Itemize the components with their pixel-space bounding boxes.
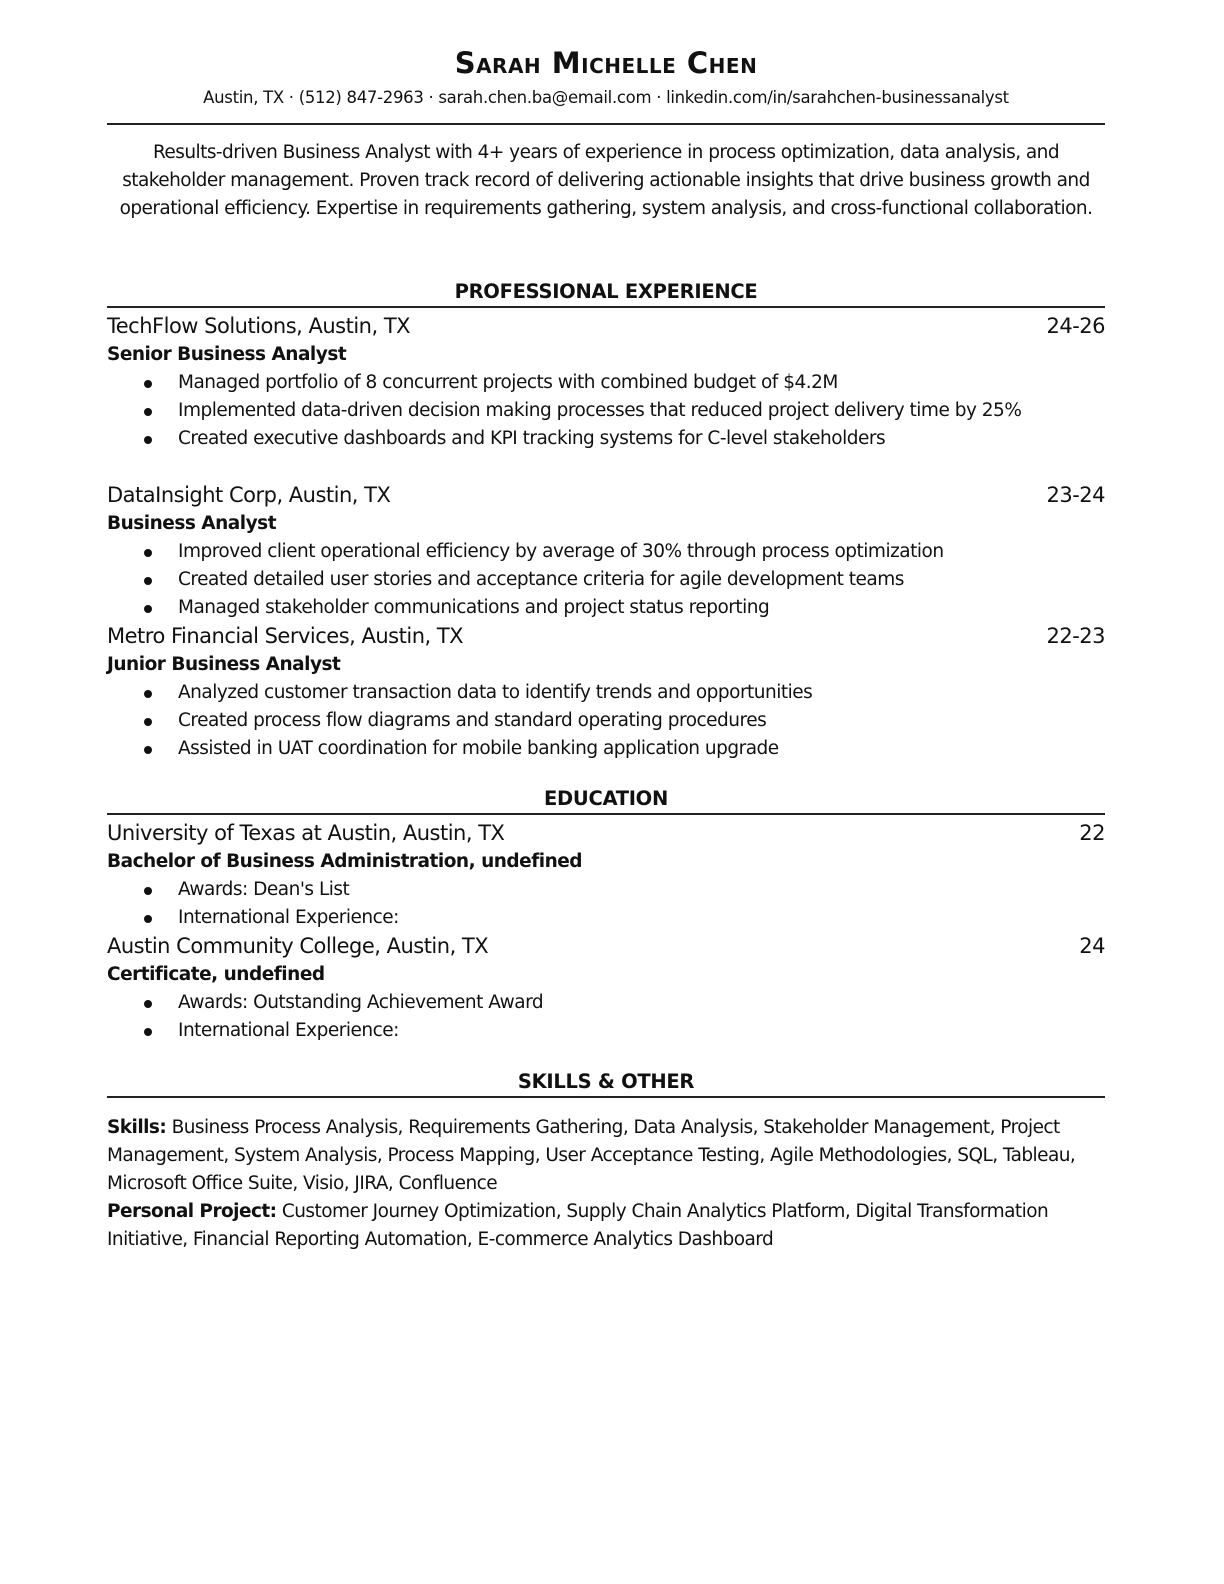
bullet-icon: [144, 549, 152, 557]
list-item: [107, 904, 1105, 932]
bullet-icon: [144, 1028, 152, 1036]
bullet-icon: [144, 380, 152, 388]
bullet-icon: [144, 577, 152, 585]
bullet-icon: [144, 436, 152, 444]
bullet-text: Implemented data-driven decision making processes that reduced project delivery time by 25%: [178, 400, 1022, 421]
section-divider-education: [107, 813, 1105, 815]
bullet-text: Created process flow diagrams and standard operating procedures: [178, 710, 767, 731]
education-entry-header: [107, 819, 1105, 847]
experience-entry-header: [107, 481, 1105, 509]
skills-list: Business Process Analysis, Requirements Gathering, Data Analysis, Stakeholder Management, Project Management, System Analysis, Process Mapping, User Acceptance Testing, Agile Methodologies, SQL, Tableau, Microsoft Office Suite, Visio, JIRA, Confluence: [107, 1117, 1076, 1194]
experience-bullets: [107, 538, 1105, 622]
section-title-skills: SKILLS & OTHER: [517, 1070, 695, 1093]
graduation-year: 22: [1079, 821, 1105, 845]
list-item: [107, 989, 1105, 1017]
bullet-icon: [144, 408, 152, 416]
list-item: [107, 735, 1105, 763]
experience-entry-header: [107, 622, 1105, 650]
section-divider-skills: [107, 1096, 1105, 1098]
list-item: [107, 679, 1105, 707]
experience-bullets: [107, 369, 1105, 453]
employer-name: Metro Financial Services, Austin, TX: [107, 624, 464, 648]
degree: Certificate, undefined: [107, 964, 325, 985]
graduation-year: 24: [1079, 934, 1105, 958]
personal-project-list: Customer Journey Optimization, Supply Chain Analytics Platform, Digital Transformation Initiative, Financial Reporting Automation, E-commerce Analytics Dashboard: [107, 1201, 1049, 1250]
school-name: Austin Community College, Austin, TX: [107, 934, 489, 958]
bullet-text: Analyzed customer transaction data to identify trends and opportunities: [178, 682, 813, 703]
bullet-text: Created detailed user stories and acceptance criteria for agile development teams: [178, 569, 904, 590]
section-divider-experience: [107, 306, 1105, 308]
bullet-icon: [144, 915, 152, 923]
experience-bullets: [107, 679, 1105, 763]
bullet-icon: [144, 1000, 152, 1008]
job-title: Senior Business Analyst: [107, 344, 347, 365]
bullet-text: Created executive dashboards and KPI tracking systems for C-level stakeholders: [178, 428, 886, 449]
employment-dates: 22-23: [1046, 624, 1105, 648]
section-title-education: EDUCATION: [544, 787, 668, 810]
job-title: Business Analyst: [107, 513, 277, 534]
candidate-name: Sarah Michelle Chen: [454, 46, 758, 80]
header-divider: [107, 123, 1105, 125]
bullet-icon: [144, 887, 152, 895]
employment-dates: 24-26: [1046, 314, 1105, 338]
education-bullets: [107, 989, 1105, 1045]
list-item: [107, 425, 1105, 453]
education-bullets: [107, 876, 1105, 932]
bullet-text: Awards: Outstanding Achievement Award: [178, 992, 544, 1013]
section-title-experience: PROFESSIONAL EXPERIENCE: [454, 280, 758, 303]
bullet-text: Managed portfolio of 8 concurrent projects with combined budget of $4.2M: [178, 372, 838, 393]
bullet-icon: [144, 718, 152, 726]
list-item: [107, 707, 1105, 735]
list-item: [107, 1017, 1105, 1045]
skills-label: Skills:: [107, 1117, 167, 1138]
personal-project-label: Personal Project:: [107, 1201, 277, 1222]
bullet-text: Improved client operational efficiency by average of 30% through process optimization: [178, 541, 944, 562]
list-item: [107, 876, 1105, 904]
professional-summary: Results-driven Business Analyst with 4+ years of experience in process optimization, data analysis, and stakeholder management. Proven track record of delivering actionable insights that drive business growth and operational efficiency. Expertise in requirements gathering, system analysis, and cross-functional collaboration.: [119, 142, 1093, 219]
contact-line: Austin, TX · (512) 847-2963 · sarah.chen.ba@email.com · linkedin.com/in/sarahchen-businessanalyst: [203, 88, 1009, 107]
list-item: [107, 397, 1105, 425]
skills-paragraph: [107, 1114, 1107, 1198]
bullet-icon: [144, 690, 152, 698]
education-entry-header: [107, 932, 1105, 960]
bullet-text: Assisted in UAT coordination for mobile banking application upgrade: [178, 738, 779, 759]
bullet-text: Awards: Dean's List: [178, 879, 350, 900]
employer-name: TechFlow Solutions, Austin, TX: [107, 314, 411, 338]
bullet-text: Managed stakeholder communications and project status reporting: [178, 597, 770, 618]
bullet-icon: [144, 746, 152, 754]
list-item: [107, 566, 1105, 594]
list-item: [107, 369, 1105, 397]
personal-project-paragraph: [107, 1198, 1107, 1254]
bullet-text: International Experience:: [178, 907, 399, 928]
bullet-text: International Experience:: [178, 1020, 399, 1041]
school-name: University of Texas at Austin, Austin, TX: [107, 821, 505, 845]
list-item: [107, 538, 1105, 566]
degree: Bachelor of Business Administration, undefined: [107, 851, 583, 872]
job-title: Junior Business Analyst: [107, 654, 341, 675]
employer-name: DataInsight Corp, Austin, TX: [107, 483, 391, 507]
bullet-icon: [144, 605, 152, 613]
list-item: [107, 594, 1105, 622]
experience-entry-header: [107, 312, 1105, 340]
employment-dates: 23-24: [1046, 483, 1105, 507]
